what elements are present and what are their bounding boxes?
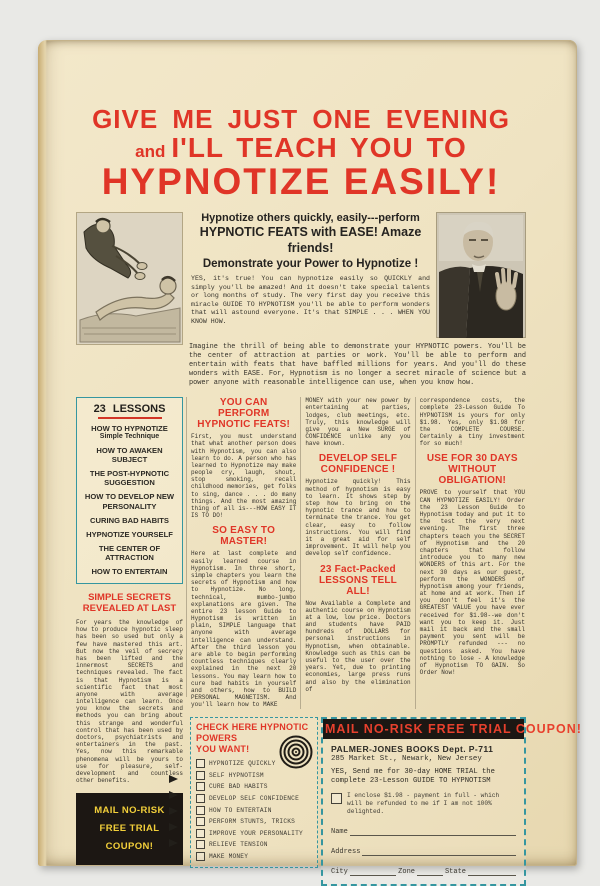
checkbox[interactable] (196, 759, 205, 768)
arrow-right-icon (169, 791, 178, 799)
checkbox[interactable] (196, 806, 205, 815)
secrets-heading: SIMPLE SECRETS REVEALED AT LAST (82, 592, 177, 615)
col2-paragraph-1: First, you must understand that what another person does with Hypnotism, you can also learn to do. A person who has learned to Hypnotize may make people cry, laugh, shout, stop smoking, recall childhood memories, get folks to sing, dance . . . do many things. And the most amazing thing of all is---HOW EASY IT IS TO DO! (191, 433, 297, 520)
headline-and: and (135, 142, 166, 162)
column-divider (300, 397, 301, 708)
name-input-line[interactable] (350, 827, 516, 836)
checkbox[interactable] (196, 852, 205, 861)
lesson-item: CURING BAD HABITS (90, 515, 169, 525)
name-field-row (331, 827, 516, 836)
checklist-item: RELIEVE TENSION (196, 840, 314, 849)
comic-back-cover-page (38, 40, 582, 877)
mail-coupon-callout: MAIL NO-RISK FREE TRIAL COUPON! (76, 793, 183, 865)
hypnotic-spiral-icon (279, 735, 313, 769)
col3-paragraph-0: MONEY with your new power by entertaining at parties, lodges, club meetings, etc. Truly, this knowledge will give you a New SURGE of CONFIDENCE unlike any you have known. (305, 397, 411, 448)
column-divider (186, 397, 187, 697)
checklist-item: IMPROVE YOUR PERSONALITY (196, 829, 314, 838)
column-divider (415, 397, 416, 708)
col3-paragraph-2: Now Available a Complete and authentic course on Hypnotism at a low, low price. Doctors and students have PAID hundreds of DOLLARS for personal instructions in Hypnotism, when obtainable. Knowledge such as this can be useful to the user over the years. Yet, due to printing economies, large press runs and also by the elimination of (305, 599, 411, 693)
coupon-company: PALMER-JONES BOOKS Dept. P-711 (331, 743, 494, 754)
checkbox[interactable] (196, 817, 205, 826)
lesson-item: THE POST-HYPNOTIC SUGGESTION (89, 469, 170, 488)
checkbox[interactable] (196, 829, 205, 838)
coupon-company-address: 285 Market St., Newark, New Jersey (331, 754, 482, 763)
zone-label: Zone (398, 868, 415, 877)
lessons-title: 23 LESSONS (93, 403, 166, 416)
address-input-line[interactable] (362, 847, 516, 856)
checkbox[interactable] (196, 782, 205, 791)
col2-heading-perform-feats: YOU CAN PERFORM HYPNOTIC FEATS! (197, 397, 291, 431)
enclose-checkbox[interactable] (331, 793, 342, 804)
page-binding-edge (38, 40, 47, 866)
intro-bold-line1: Hypnotize others quickly, easily---perform (201, 211, 420, 224)
lesson-item: HOW TO HYPNOTIZE Simple Technique (79, 424, 180, 441)
hypnotist-photo (436, 212, 526, 338)
checklist-item: SELF HYPNOTISM (196, 771, 314, 780)
state-label: State (444, 868, 466, 877)
city-label: City (331, 868, 348, 877)
checklist-title: CHECK HERE HYPNOTIC POWERS YOU WANT! (196, 721, 309, 755)
coupon-enclose-row (331, 792, 516, 816)
checklist-item: HOW TO ENTERTAIN (196, 806, 314, 815)
secrets-body: For years the knowledge of how to produce hypnotic sleep has been so used but only a few have mastered this art. But now the veil of secrecy has been lifted and the innermost SECRETS and techniques revealed. The fact is that Hypnotism is a scientific fact that most anyone with average intelligence can learn. Once you know the secrets and methods you can bring about this strange and wonderful control that has been used by doctors, psychiatrists and entertainers in the past. Yes, now this remarkable phenomena will be yours to use for pleasure, self-development and countless other benefits. (76, 619, 183, 785)
checklist-item: MAKE MONEY (196, 852, 314, 861)
lesson-item: HOW TO ENTERTAIN (91, 567, 168, 577)
col4-heading-30-days: USE FOR 30 DAYS WITHOUT OBLIGATION! (426, 453, 518, 487)
col3-heading-self-confidence: DEVELOP SELF CONFIDENCE ! (318, 453, 398, 476)
hypnotist-illustration (76, 212, 183, 345)
coupon-enclose-text: I enclose $1.98 - payment in full - which will be refunded to me if I am not 100% delighted. (347, 791, 500, 816)
coupon-pointer-arrows (169, 775, 178, 847)
col2-heading-easy-to-master: SO EASY TO MASTER! (212, 525, 276, 548)
col4-paragraph-1: PROVE to yourself that YOU CAN HYPNOTIZE EASILY! Order the 23 Lesson Guide to Hypnotism today and put it to the test the very next evening. The first three chapters teach you the SECRET of Hypnotism and the 20 chapters that follow introduce you to many new WONDERS of this art. For the next 30 days as our guest, perform the WONDERS of Hypnotism among your friends, at home and at work. Then if you don't feel it's the GREATEST VALUE you have ever received for $1.98--we don't want you to keep it. Just mail it back and the small payment you sent will be PROMPTLY refunded --- no questions asked. You have nothing to lose - A knowledge of Hypnotism TO GAIN. So Order Now! (419, 489, 525, 677)
checklist-item: HYPNOTIZE QUICKLY (196, 759, 314, 768)
lesson-item: HOW TO AWAKEN SUBJECT (96, 445, 163, 465)
checklist-item: PERFORM STUNTS, TRICKS (196, 817, 314, 826)
imagine-paragraph: Imagine the thrill of being able to demonstrate your HYPNOTIC powers. You'll be the center of attraction at parties or work. You'll be able to perform and entertain with feats that have baffled millions for years. And you'll do these wonders with EASE. For, Hypnotism is no longer a secret miracle of science but a power anyone with reasonable intelligence can use, when you know how. (189, 342, 526, 388)
intro-bold-line2: HYPNOTIC FEATS with EASE! Amaze friends! (199, 225, 422, 255)
intro-yes-paragraph: YES, it's true! You can hypnotize easily so QUICKLY and simply you'll be amazed! And it doesn't take special talents or long months of study. The very first day you receive this miracle GUIDE TO HYPNOTISM you'll be able to perform wonders that will astound everyone. It's that SIMPLE . . . WHEN YOU KNOW HOW. (191, 274, 430, 325)
headline (76, 106, 526, 202)
col2-paragraph-2: Here at last complete and easily learned course in Hypnotism. In three short, simple chapters you learn the secrets of Hypnotism and how to Hypnotize. No long, technical, mumbo-jumbo explanations are given. The entire 23 lesson Guide to Hypnotism is written in plain, SIMPLE language that anyone with average intelligence can understand. After the third lesson you are able to begin performing countless techniques clearly explained in the next 20 lessons. You may learn how to cure bad habits in yourself and others, how to BUILD PERSONAL MAGNETISM. And you'll learn how to MAKE (191, 550, 297, 709)
headline-line2: and I'LL TEACH YOU TO (135, 132, 467, 164)
checkbox[interactable] (196, 794, 205, 803)
arrow-right-icon (169, 807, 178, 815)
col3-paragraph-1: Hypnotize quickly! This method of hypnotism is easy to learn. It shows step by step how to bring on the hypnotic trance and how to terminate the trance. You get clear, easy to follow instructions. You will find it a great aid for self improvement. It will help you develop self confidence. (305, 478, 411, 558)
intro-bold-line3: Demonstrate your Power to Hypnotize ! (202, 257, 419, 270)
coupon-yes-line: YES, Send me for 30-day HOME TRIAL the complete 23-Lesson GUIDE TO HYPNOTISM (331, 767, 495, 786)
zone-input-line[interactable] (417, 867, 443, 876)
address-label: Address (331, 848, 361, 857)
lesson-item: HYPNOTIZE YOURSELF (86, 529, 173, 539)
coupon-header-bar: MAIL NO-RISK FREE TRIAL COUPON! (323, 719, 524, 739)
checkbox[interactable] (196, 771, 205, 780)
lessons-title-underline (98, 417, 162, 419)
column-2 (190, 397, 297, 708)
state-input-line[interactable] (468, 867, 516, 876)
lesson-item-sub: Simple Technique (99, 433, 160, 441)
checklist-item: CURE BAD HABITS (196, 782, 314, 791)
city-zone-state-row (331, 867, 516, 876)
lesson-item: THE CENTER OF ATTRACTION (98, 543, 161, 562)
lesson-item: HOW TO DEVELOP NEW PERSONALITY (84, 492, 175, 511)
hypnotic-powers-checklist (190, 717, 318, 869)
checkbox[interactable] (196, 840, 205, 849)
headline-line3: HYPNOTIZE EASILY! (101, 161, 501, 203)
col4-paragraph-0: correspondence costs, the complete 23-Lesson Guide To HYPNOTISM is yours for only $1.98. Yes, only $1.98 for the COMPLETE COURSE. Certainly a tiny investment for so much! (419, 397, 525, 448)
headline-line1: GIVE ME JUST ONE EVENING (92, 104, 510, 134)
checklist-item: DEVELOP SELF CONFIDENCE (196, 794, 314, 803)
col3-heading-lessons-tell-all: 23 Fact-Packed LESSONS TELL ALL! (319, 563, 397, 597)
lessons-box (76, 397, 183, 584)
column-4 (419, 397, 526, 676)
column-3 (304, 397, 411, 693)
arrow-right-icon (169, 775, 178, 783)
address-field-row (331, 847, 516, 856)
mail-order-coupon (321, 717, 582, 886)
arrow-right-icon (169, 839, 178, 847)
name-label: Name (331, 828, 348, 837)
arrow-right-icon (169, 823, 178, 831)
city-input-line[interactable] (350, 867, 396, 876)
